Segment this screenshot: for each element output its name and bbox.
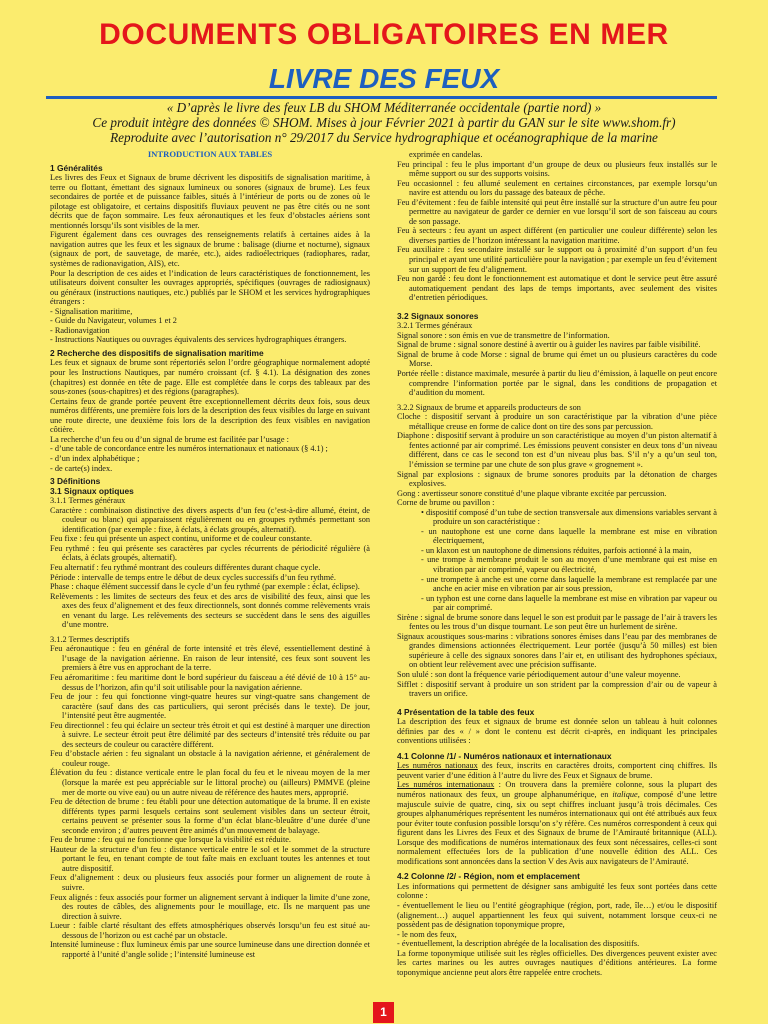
title-divider [46,96,717,99]
definition: Feu aéronautique : feu en général de forte intensité et très élevé, essentiellement destiné à l’usage de la navigation aérienne. En raison de leur intensité, ces feux sont souvent les premiers à être vus en approchant de la terre. [50,644,370,673]
underlined-term: Les numéros nationaux [397,761,478,771]
list-item: - d’un index alphabétique ; [50,453,140,463]
definition-continued: exprimée en candelas. [409,150,483,159]
underlined-term: Les numéros internationaux [397,780,495,790]
paragraph: Pour la description de ces aides et l’indication de leurs caractéristiques de fonctionnement, les utilisateurs doivent consulter les ouvrages appropriés, spécifiques (ouvrages de radiosignaux) ou généraux (instructions nautiques, etc.) publiés par le SHOM et les services hydrographiques étrangers : [50,268,370,307]
definition: Feu de détection de brume : feu établi pour une détection automatique de la brume. Il en existe différents types parmi lesquels certains sont seulement visibles dans un secteur étroit, certains peuvent se présenter sous la forme d’un éclat blanc-bleuâtre d’une durée d’une seconde environ ; d’autres peuvent être animés d’un mouvement de balayage. [50,797,370,835]
definition: Feu de jour : feu qui fonctionne vingt-quatre heures sur vingt-quatre sans changement de caractère (sauf dans des cas particuliers, qui seront précisés dans le texte). De jour, l’intensité peut être augmentée. [50,692,370,721]
list-item: - le nom des feux, [397,929,457,939]
section-heading: 4 Présentation de la table des feux [397,706,535,717]
definition: Feu directionnel : feu qui éclaire un secteur très étroit et qui est destiné à marquer une direction à suivre. Le secteur étroit peut être délimité par des secteurs d’intensité très réduite ou par des secteurs de couleur ou caractère différent. [50,720,370,749]
subsection-heading: 3.2 Signaux sonores [397,310,479,321]
paragraph: Les informations qui permettent de désigner sans ambiguïté les feux sont portées dans cette colonne : [397,881,717,901]
definition: Feu fixe : feu qui présente un aspect continu, uniforme et de couleur constante. [50,534,312,544]
list-item: - de carte(s) index. [50,463,113,473]
definition: Signal sonore : son émis en vue de transmettre de l’information. [397,330,610,340]
paragraph: Certains feux de grande portée peuvent être exceptionnellement décrits deux fois, sous deux numéros différents, une première fois lors de la description des feux visibles du large en suivant une route directe, une deuxième fois lors de la description des feux visibles en navigation côtière. [50,396,370,435]
paragraph: Figurent également dans ces ouvrages des renseignements relatifs à certaines aides à la navigation autres que les feux et les signaux de brume : balisage (diurne et nocturne), signaux (signaux de port, de sauvetage, de marée, etc.), aides radioélectriques (radiophares, radar, systèmes de radionavigation, AIS), etc. [50,230,370,269]
definition: Feu principal : feu le plus important d’un groupe de deux ou plusieurs feux installés sur le même support ou sur des supports voisins. [397,159,717,179]
subsection-heading: 4.1 Colonne /1/ - Numéros nationaux et internationaux [397,750,612,761]
paragraph: Les livres des Feux et Signaux de brume décrivent les dispositifs de signalisation maritime, à terre ou flottant, émettant des signaux lumineux ou sonores (signaux de brume). Les feux secondaires de portée et de puissance faibles, situés à l’intérieur de ports ou de zones où le pilotage est obligatoire, et certains dispositifs fluviaux peuvent ne pas être cités ou ne sont décrits que de façon sommaire. Les feux aéronautiques et les feux d’obstacles aériens sont mentionnés lorsqu’ils sont visibles de la mer. [50,173,370,230]
paragraph: La forme toponymique utilisée suit les règles officielles. Des divergences peuvent exister avec les cartes marines ou les autres ouvrages nautiques d’éditions antérieures. La forme toponymique ancienne peut alors être rappelée entre crochets. [397,948,717,977]
text-run: , composé d’une lettre majuscule suivie de quatre, cinq, six ou sept chiffres incluant jusqu’à trois décimales. Ces groupes alphanumériques représentent les numéros internationaux qui ont été attribués aux feux pour éviter toute confusion possible lorsqu’on s’y réfère. Ces numéros correspondent à ceux qui figurent dans les Livres des Feux et des Signaux de brume de l’Amirauté britannique (ALL). Lorsque des modifications de numéros internationaux des feux sont nécessaires, celles-ci sont normalement effectuées lors de la publication d’une nouvelle édition des ALL. Ces modifications sont annoncées dans la section V des Avis aux navigateurs de l’Amirauté. [397,790,717,866]
definition: Caractère : combinaison distinctive des divers aspects d’un feu (c’est-à-dire allumé, éteint, de couleur ou blanc) qui apparaissent régulièrement ou en groupes rythmés permettant son identification (par exemple : fixe, à éclats, à éclats groupés, alternatif). [50,505,370,534]
definition: Sirène : signal de brume sonore dans lequel le son est produit par le passage de l’air à travers les fentes ou les trous d’un disque tournant. Le son peut être un hurlement de sirène. [397,612,717,632]
list-item: - éventuellement le lieu ou l’entité géographique (région, port, rade, île…) et/ou le dispositif (alignement…) auquel appartiennent les feux qui suivent, notamment lorsque ceux-ci ne possèdent pas de désignation toponymique propre, [397,901,717,930]
definition: Feu occasionnel : feu allumé seulement en certaines circonstances, par exemple lorsqu’un navire est attendu ou lors du passage des bateaux de pêche. [397,178,717,198]
subsection-heading: 4.2 Colonne /2/ - Région, nom et emplacement [397,871,580,882]
credits-block [20,100,748,145]
definition: Gong : avertisseur sonore constitué d’une plaque vibrante excitée par percussion. [397,488,667,498]
definition: Corne de brume ou pavillon : [397,498,495,508]
definition: Lueur : faible clarté résultant des effets atmosphériques observés lorsqu’un feu est situé au-dessous de l’horizon ou est caché par un obstacle. [50,921,370,940]
paragraph [397,761,717,780]
definition: Feu alternatif : feu rythmé montrant des couleurs différentes durant chaque cycle. [50,562,321,572]
definition: Cloche : dispositif servant à produire un son caractéristique par la vibration d’une pièce métallique creuse en forme de calice dont on tire des sons par percussion. [397,412,717,431]
paragraph: Les feux et signaux de brume sont répertoriés selon l’ordre géographique normalement adopté pour les Instructions Nautiques, par numéro croissant (cf. § 4.1). La désignation des zones (chapitres) est donnée en tête de page. Elle est complétée dans le corps des tableaux par des sous-zones (sous-chapitres) et des régions (paragraphes). [50,358,370,397]
definition: Feu de brume : feu qui ne fonctionne que lorsque la visibilité est réduite. [50,835,292,845]
subsubsection-heading: 3.1.1 Termes généraux [50,496,126,506]
definition: Signal par explosions : signaux de brume sonores produits par la détonation de charges explosives. [397,469,717,489]
list-item: - Radionavigation [50,325,110,335]
list-item: - une trompe à membrane produit le son au moyen d’une membrane qui est mise en vibration par air comprimé, vapeur ou électricité, [421,555,717,574]
section-heading: 2 Recherche des dispositifs de signalisation maritime [50,347,264,358]
right-column [397,150,717,977]
definition: Feux d’alignement : deux ou plusieurs feux associés pour former un alignement de route à suivre. [50,873,370,893]
definition: Période : intervalle de temps entre le début de deux cycles successifs d’un feu rythmé. [50,572,336,582]
definition: Phase : chaque élément successif dans le cycle d’un feu rythmé (par exemple : éclat, éclipse). [50,582,360,592]
definition: Signal de brume : signal sonore destiné à avertir ou à guider les navires par faible visibilité. [397,340,701,350]
list-item: - un klaxon est un nautophone de dimensions réduites, parfois actionné à la main, [421,545,692,555]
page-number-badge: 1 [373,1002,394,1023]
paragraph [397,780,717,866]
definition: Signal de brume à code Morse : signal de brume qui émet un ou plusieurs caractères du code Morse. [397,349,717,369]
definition: Son ululé : son dont la fréquence varie périodiquement autour d’une valeur moyenne. [397,669,681,679]
list-item: - éventuellement, la description abrégée de la localisation des dispositifs. [397,939,640,949]
text-run: des feux, inscrits en caractères droits, comportent cinq chiffres. Ils peuvent varier d’une édition à l’autre du livre des Feux et Signaux de brume. [397,761,717,780]
definition: Sifflet : dispositif servant à produire un son strident par la compression d’air ou de vapeur à travers un orifice. [397,679,717,699]
definition: Feu à secteurs : feu ayant un aspect différent (en particulier une couleur différente) selon les diverses parties de l’horizon intéressant la navigation maritime. [397,226,717,245]
list-item: - un typhon est une corne dans laquelle la membrane est mise en vibration par vapeur ou par air comprimé. [421,593,717,613]
intro-heading: INTRODUCTION AUX TABLES [147,149,273,159]
left-column [50,150,370,959]
subsection-heading: 3.1 Signaux optiques [50,485,134,496]
list-item: - d’une table de concordance entre les numéros internationaux et nationaux (§ 4.1) ; [50,444,328,454]
italic-term: italique [612,790,638,799]
document-title: DOCUMENTS OBLIGATOIRES EN MER [99,18,669,51]
text-run: : On trouvera dans la première colonne, sous la plupart des numéros nationaux des feux, un groupe alphanumérique, en [397,780,717,799]
list-item: - Signalisation maritime, [50,306,133,316]
definition: Signaux acoustiques sous-marins : vibrations sonores émises dans l’eau par des membranes de grandes dimensions actionnées électriquement. Leur portée (jusqu’à 50 milles) est bien supérieure à celle des signaux sonores dans l’air et, en utilisant des hydrophones spéciaux, on obtient leur relèvement avec une précision suffisante. [397,631,717,670]
section-heading: 1 Généralités [50,162,103,173]
definition: Feu rythmé : feu qui présente ses caractères par cycles récurrents de périodicité régulière (à éclats, à éclats groupés, alternatif). [50,543,370,563]
definition: Élévation du feu : distance verticale entre le plan focal du feu et le niveau moyen de la mer (lorsque la marée est peu appréciable sur le littoral proche) ou (ailleurs) PMMVE (pleine mer de morte ou vive eau) ou un autre niveau de référence des hautes mers, approprié. [50,768,370,797]
section-heading: 3 Définitions [50,476,101,487]
credits-line-1: « D’après le livre des feux LB du SHOM Méditerranée occidentale (partie nord) » [166,100,602,115]
definition: Feu auxiliaire : feu secondaire installé sur le support ou à proximité d’un support d’un feu principal et ayant une utilité particulière pour la navigation ; par exemple un feu d’évitement sur un support de feu d’alignement. [397,245,717,274]
definition: Intensité lumineuse : flux lumineux émis par une source lumineuse dans une direction donnée et rapporté à l’unité d’angle solide ; l’intensité lumineuse est [50,940,370,959]
list-item: - Guide du Navigateur, volumes 1 et 2 [50,316,177,326]
definition: Hauteur de la structure d’un feu : distance verticale entre le sol et le sommet de la structure portant le feu, en tenant compte de tout faîte mais en excluant toutes les antennes et tout autre dispositif. [50,844,370,873]
section-title: LIVRE DES FEUX [268,63,500,94]
subsubsection-heading: 3.2.2 Signaux de brume et appareils producteurs de son [397,402,581,412]
paragraph: La description des feux et signaux de brume est donnée selon un tableau à huit colonnes définies par des « / » dont le contenu est décrit ci-après, en indiquant les principales conventions utilisées : [397,717,717,746]
credits-line-2: Ce produit intègre des données © SHOM. Mises à jour Février 2021 à partir du GAN sur le site www.shom.fr) [92,115,676,130]
definition: Portée réelle : distance maximale, mesurée à partir du lieu d’émission, à laquelle on peut encore comprendre l’information portée par le signal, dans les conditions de propagation et d’audition du moment. [397,369,717,398]
definition: Feu d’évitement : feu de faible intensité qui peut être installé sur la structure d’un autre feu pour permettre au navigateur de garder ce dernier en vue lorsqu’il sort de son faisceau au cours de son passage. [397,197,717,226]
paragraph: La recherche d’un feu ou d’un signal de brume est facilitée par l’usage : [50,434,289,444]
list-item: - un nautophone est une corne dans laquelle la membrane est mise en vibration électriquement, [421,526,717,546]
list-item: - Instructions Nautiques ou ouvrages équivalents des services hydrographiques étrangers. [50,335,347,345]
definition: Relèvements : les limites de secteurs des feux et des arcs de visibilité des feux, ainsi que les axes des feux d’alignement et des feux directionnels, sont donnés comme relèvements vrais en venant du large. Les relèvements des secteurs se succèdent dans le sens des aiguilles d’une montre. [50,591,370,630]
definition: Feu aéromaritime : feu maritime dont le bord supérieur du faisceau a été dévié de 10 à 15° au-dessus de l’horizon, afin qu’il soit utilisable pour la navigation aérienne. [50,672,370,692]
subsubsection-heading: 3.1.2 Termes descriptifs [50,634,130,644]
definition: Diaphone : dispositif servant à produire un son caractéristique au moyen d’un piston alternatif à fentes actionné par air comprimé. Les émissions peuvent consister en deux tons d’un niveau différent, dans ce cas le second ton est d’un niveau plus bas. S’il n’y a qu’un seul ton, l’émission se termine par une chute de son plus grave « grognement ». [397,431,717,469]
definition: Feu non gardé : feu dont le fonctionnement est automatique et dont le service peut être assuré automatiquement pendant des laps de temps importants, avec seulement des visites d’entretien périodiques. [397,274,717,303]
list-item: • dispositif composé d’un tube de section transversale aux dimensions variables servant à produire un son caractéristique : [421,507,717,527]
credits-line-3: Reproduite avec l’autorisation n° 29/2017 du Service hydrographique et océanographique de la marine [110,130,658,145]
definition: Feux alignés : feux associés pour former un alignement servant à indiquer la limite d’une zone, des routes de câbles, des alignements pour le mouillage, etc. Ils ne marquent pas une direction à suivre. [50,892,370,921]
subsubsection-heading: 3.2.1 Termes généraux [397,321,473,331]
list-item: - une trompette à anche est une corne dans laquelle la membrane est remplacée par une anche en acier mise en vibration par air sous pression, [421,574,717,594]
definition: Feu d’obstacle aérien : feu signalant un obstacle à la navigation aérienne, et généralement de couleur rouge. [50,749,370,768]
